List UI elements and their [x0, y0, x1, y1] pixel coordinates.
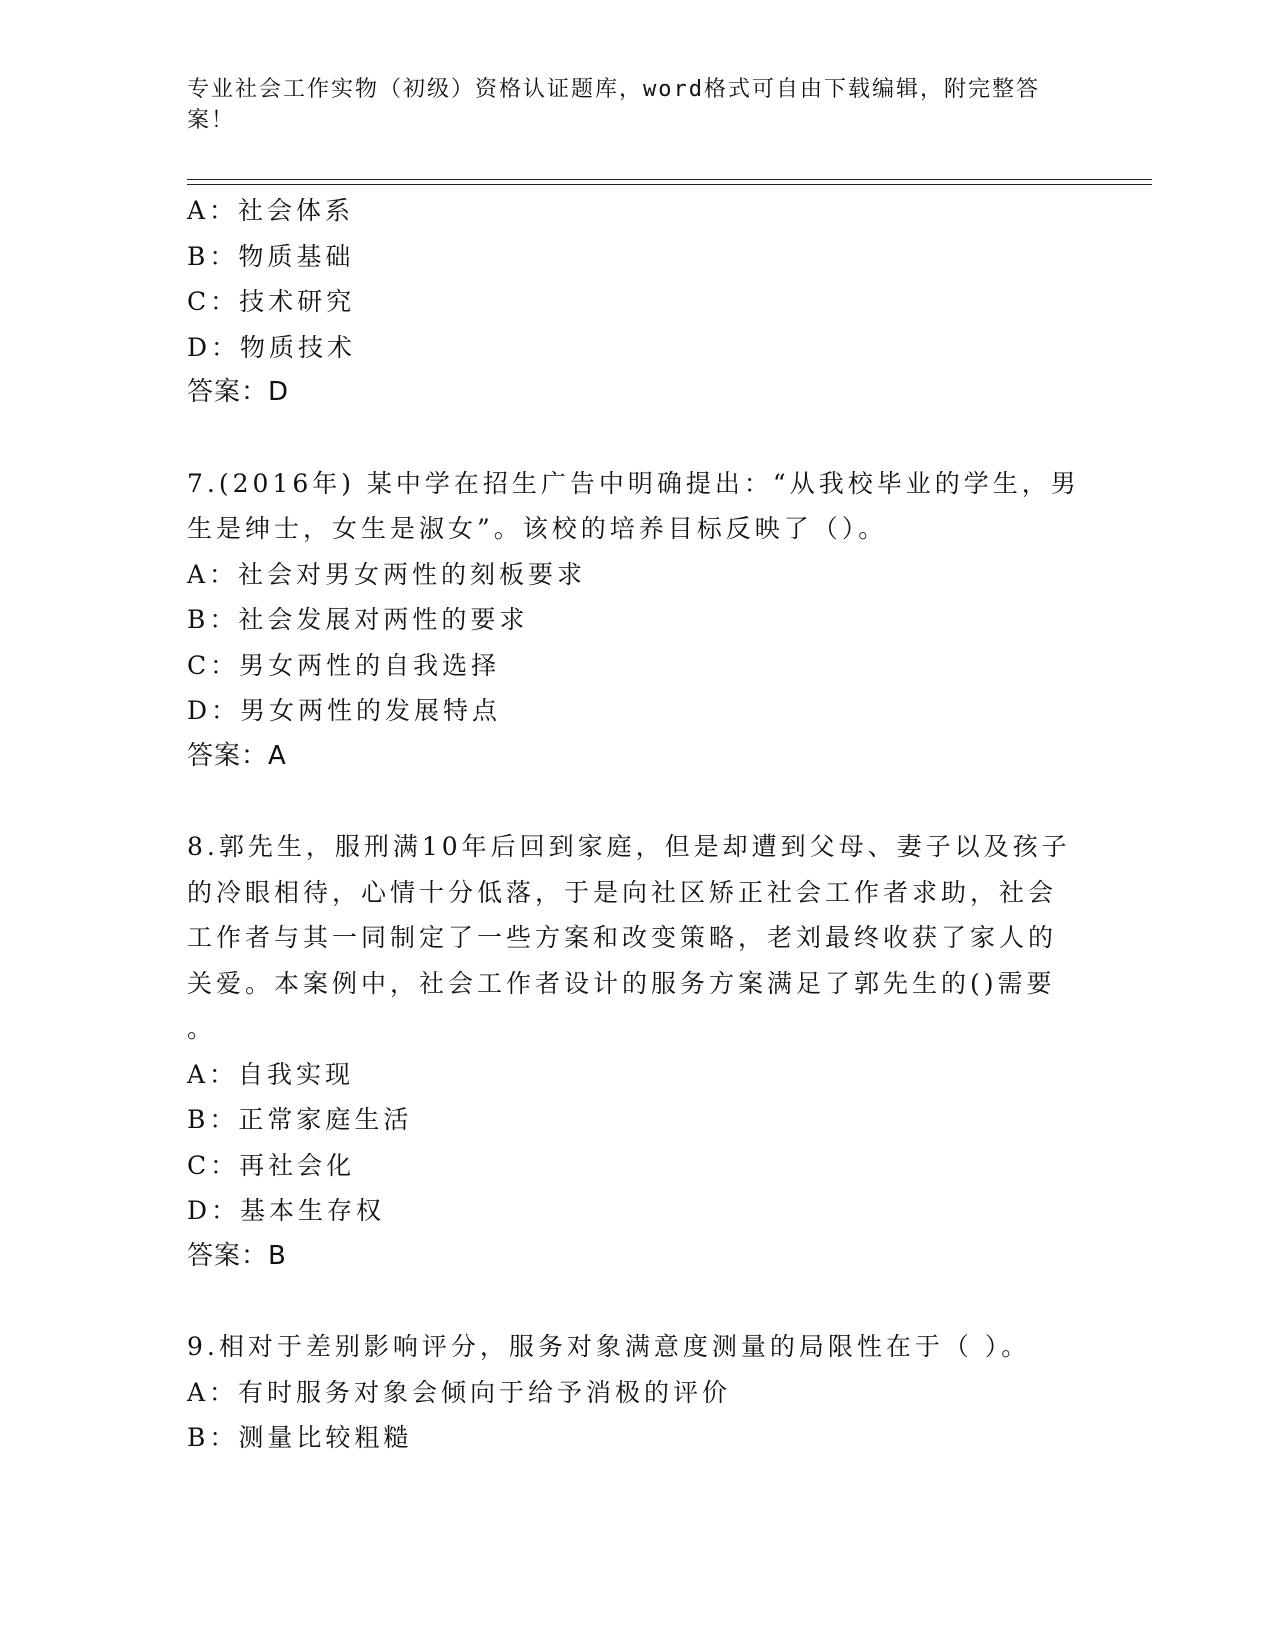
- q9-option-b: B：测量比较粗糙: [187, 1423, 413, 1452]
- q8-answer: 答案：B: [187, 1240, 287, 1271]
- header-divider-thin: [187, 184, 1152, 185]
- page-header: [187, 74, 1087, 136]
- q8-stem-line-4: 关爱。本案例中，社会工作者设计的服务方案满足了郭先生的()需要: [187, 968, 1056, 998]
- header-line-2: 案！: [187, 108, 236, 133]
- q8-stem-line-5: 。: [187, 1014, 217, 1043]
- q6-option-b: B：物质基础: [187, 241, 355, 271]
- q6-option-a: A：社会体系: [187, 196, 355, 225]
- q8-option-b: B：正常家庭生活: [187, 1105, 413, 1134]
- q9-stem-line-1: 9.相对于差别影响评分，服务对象满意度测量的局限性在于（ ）。: [187, 1332, 1031, 1361]
- q7-stem-line-1: 7.(2016年) 某中学在招生广告中明确提出：“从我校毕业的学生，男: [187, 468, 1080, 498]
- q7-answer: 答案：A: [187, 740, 287, 771]
- q6-option-c: C：技术研究: [187, 287, 356, 316]
- q7-option-a: A：社会对男女两性的刻板要求: [187, 559, 587, 589]
- q6-answer: 答案：D: [187, 377, 290, 407]
- q7-option-b: B：社会发展对两性的要求: [187, 605, 529, 634]
- q8-stem-line-2: 的冷眼相待，心情十分低落，于是向社区矫正社会工作者求助，社会: [187, 877, 1058, 907]
- question-9: [187, 1324, 1087, 1461]
- q8-option-a: A：自我实现: [187, 1059, 355, 1089]
- question-7: [187, 461, 1087, 780]
- q8-option-d: D：基本生存权: [187, 1196, 386, 1225]
- question-6: [187, 188, 1087, 416]
- header-line-1: 专业社会工作实物（初级）资格认证题库，word格式可自由下载编辑，附完整答: [187, 77, 1040, 102]
- spacer: [187, 416, 1087, 461]
- q7-option-d: D：男女两性的发展特点: [187, 696, 502, 725]
- q8-stem-line-1: 8.郭先生，服刑满10年后回到家庭，但是却遭到父母、妻子以及孩子: [187, 832, 1071, 861]
- q9-option-a: A：有时服务对象会倾向于给予消极的评价: [187, 1377, 732, 1407]
- q7-option-c: C：男女两性的自我选择: [187, 650, 501, 680]
- question-list: [187, 188, 1087, 1461]
- spacer: [187, 1279, 1087, 1324]
- q8-stem-line-3: 工作者与其一同制定了一些方案和改变策略，老刘最终收获了家人的: [187, 923, 1058, 952]
- q7-stem-line-2: 生是绅士，女生是淑女”。该校的培养目标反映了（）。: [187, 514, 888, 543]
- header-divider-thick: [187, 179, 1152, 180]
- q8-option-c: C：再社会化: [187, 1150, 356, 1180]
- question-8: [187, 824, 1087, 1279]
- spacer: [187, 779, 1087, 824]
- q6-option-d: D：物质技术: [187, 332, 357, 362]
